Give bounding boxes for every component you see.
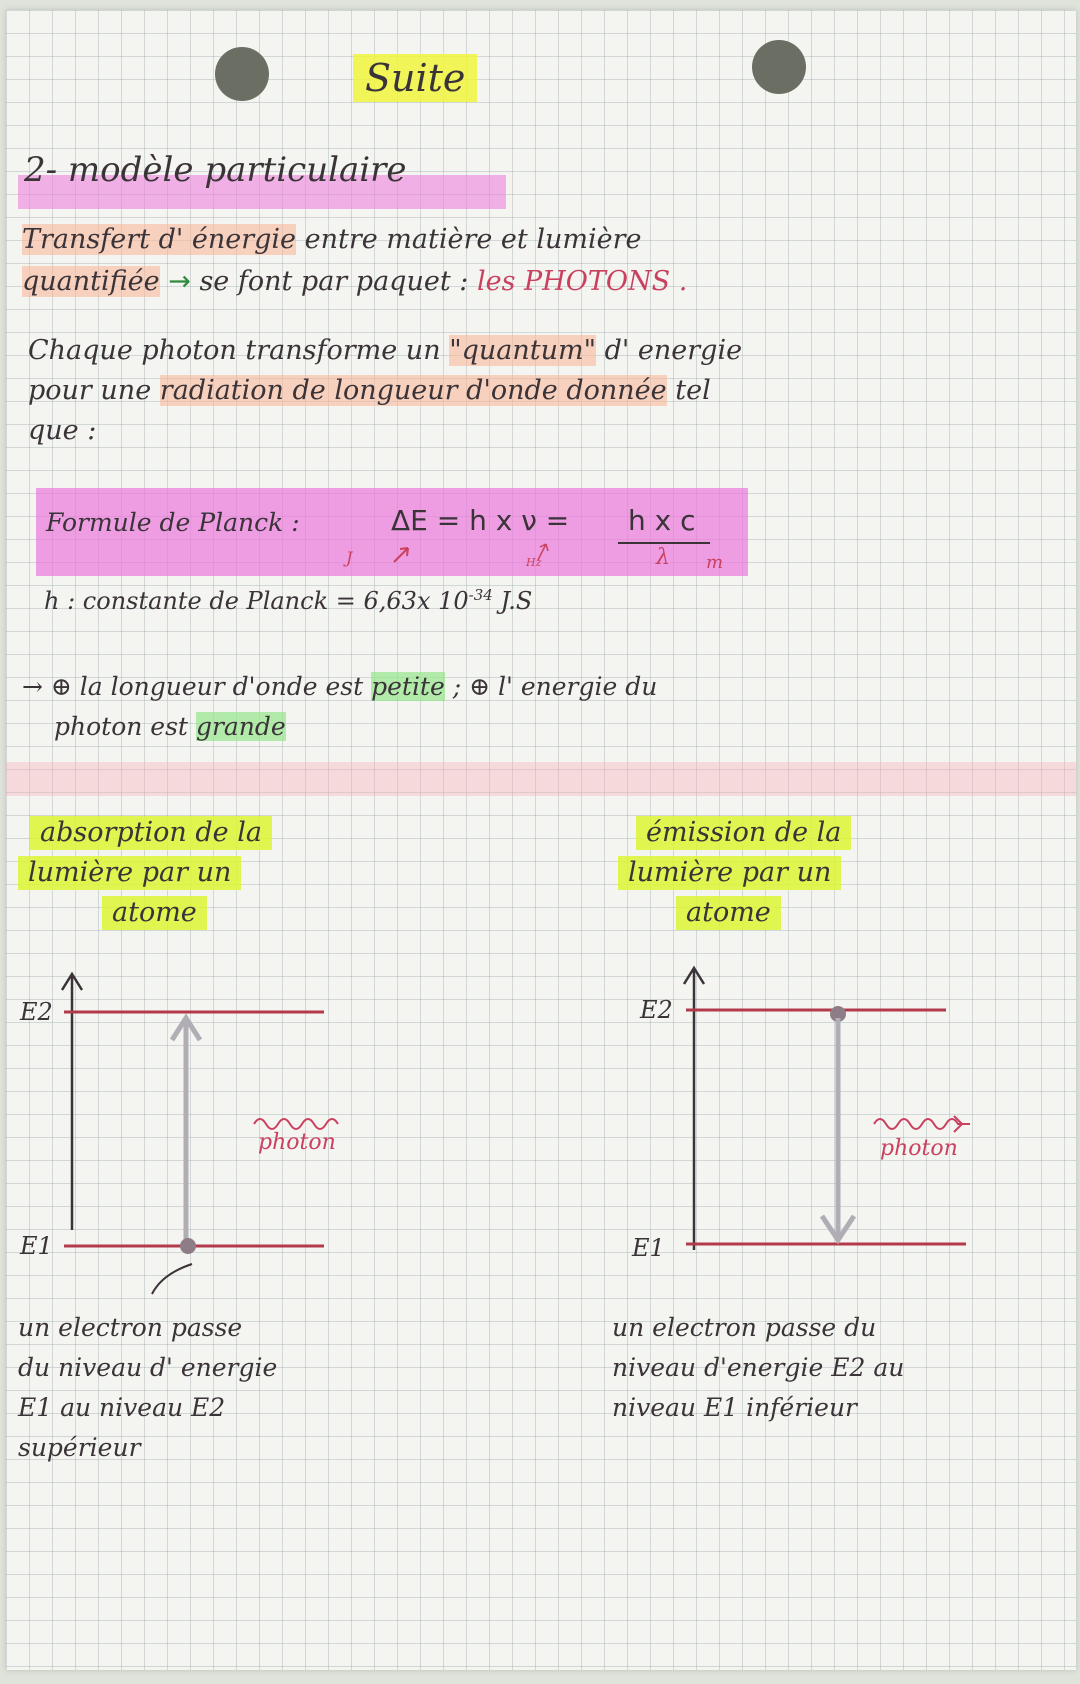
absorption-heading-3: atome [102,896,207,930]
page-title: Suite [353,54,477,102]
quantum-word: "quantum" [449,335,597,366]
quantum-line-3: que : [28,415,97,446]
planck-constant-line [44,586,532,615]
intro-energy-transfer: Transfert d' énergie [22,224,297,255]
absorption-heading-1: absorption de la [30,816,272,850]
absorption-e2-label: E2 [20,998,53,1026]
rule-grande: grande [195,712,286,741]
rule-line-2 [54,710,286,743]
absorption-diagram [6,960,426,1300]
emission-e2-label: E2 [640,996,673,1024]
rule-energy: ; ⊕ l' energie du [452,672,658,701]
absorption-caption-line-2: du niveau d' energie [18,1353,278,1382]
unit-energy: J [346,548,353,567]
absorption-electron [180,1238,196,1254]
formula-label: Formule de Planck : [46,508,300,537]
absorption-caption-line-1: un electron passe [18,1313,243,1342]
fraction-bar [618,542,710,544]
absorption-caption-line-3: E1 au niveau E2 [18,1393,226,1422]
unit-wavelength: m [706,552,724,573]
binder-hole-right [752,40,806,94]
unit-arrows [386,532,566,572]
intro-photons: les PHOTONS . [476,266,688,297]
emission-caption-line-1: un electron passe du [612,1313,877,1342]
emission-heading-3: atome [676,896,781,930]
absorption-photon-wave [254,1119,338,1129]
intro-between: entre matière et lumière [304,224,642,255]
planck-constant-label: h : constante de Planck = [44,587,356,615]
absorption-pointer-arrow [152,1264,192,1294]
planck-constant-unit: J.S [500,587,533,615]
quantum-line-2 [28,374,711,408]
absorption-heading-2: lumière par un [18,856,241,890]
absorption-e1-label: E1 [20,1232,53,1260]
planck-constant-exponent: -34 [468,586,493,604]
section-heading: 2- modèle particulaire [24,150,407,190]
formula-numerator: h x c [628,504,696,537]
intro-line-2 [22,265,687,299]
emission-e1-label: E1 [632,1234,665,1262]
quantum-for-a: pour une [28,375,152,406]
absorption-caption-line-4: supérieur [18,1433,141,1462]
emission-heading-2: lumière par un [618,856,841,890]
quantum-radiation: radiation de longueur d'onde donnée [159,375,667,406]
rule-photon-is: photon est [54,712,188,741]
intro-packets: se font par paquet : [199,266,469,297]
absorption-photon-label: photon [258,1130,336,1155]
binder-hole-left [215,47,269,101]
rule-short-wavelength: → ⊕ la longueur d'onde est [22,672,364,701]
quantum-line-1 [28,334,742,368]
quantum-each-photon: Chaque photon transforme un [28,335,441,366]
unit-frequency: Hz [526,556,542,569]
rule-petite: petite [371,672,445,701]
rule-line-1 [22,670,657,703]
intro-quantified: quantifiée [22,266,160,297]
intro-line-1 [22,223,641,257]
planck-constant-value: 6,63x 10 [363,587,469,615]
intro-arrow: → [168,266,191,297]
emission-heading-1: émission de la [636,816,851,850]
formula-expression: ΔE = h x ν = [391,504,570,537]
emission-caption-line-2: niveau d'energie E2 au [612,1353,905,1382]
emission-caption-line-3: niveau E1 inférieur [612,1393,858,1422]
emission-caption [612,1308,904,1428]
section-divider [6,762,1076,796]
emission-photon-wave [874,1116,970,1132]
emission-photon-label: photon [880,1136,958,1161]
quantum-energy: d' energie [604,335,743,366]
absorption-caption [18,1308,277,1468]
notebook-page [6,10,1076,1670]
formula-denominator: λ [656,545,670,570]
quantum-such: tel [675,375,711,406]
